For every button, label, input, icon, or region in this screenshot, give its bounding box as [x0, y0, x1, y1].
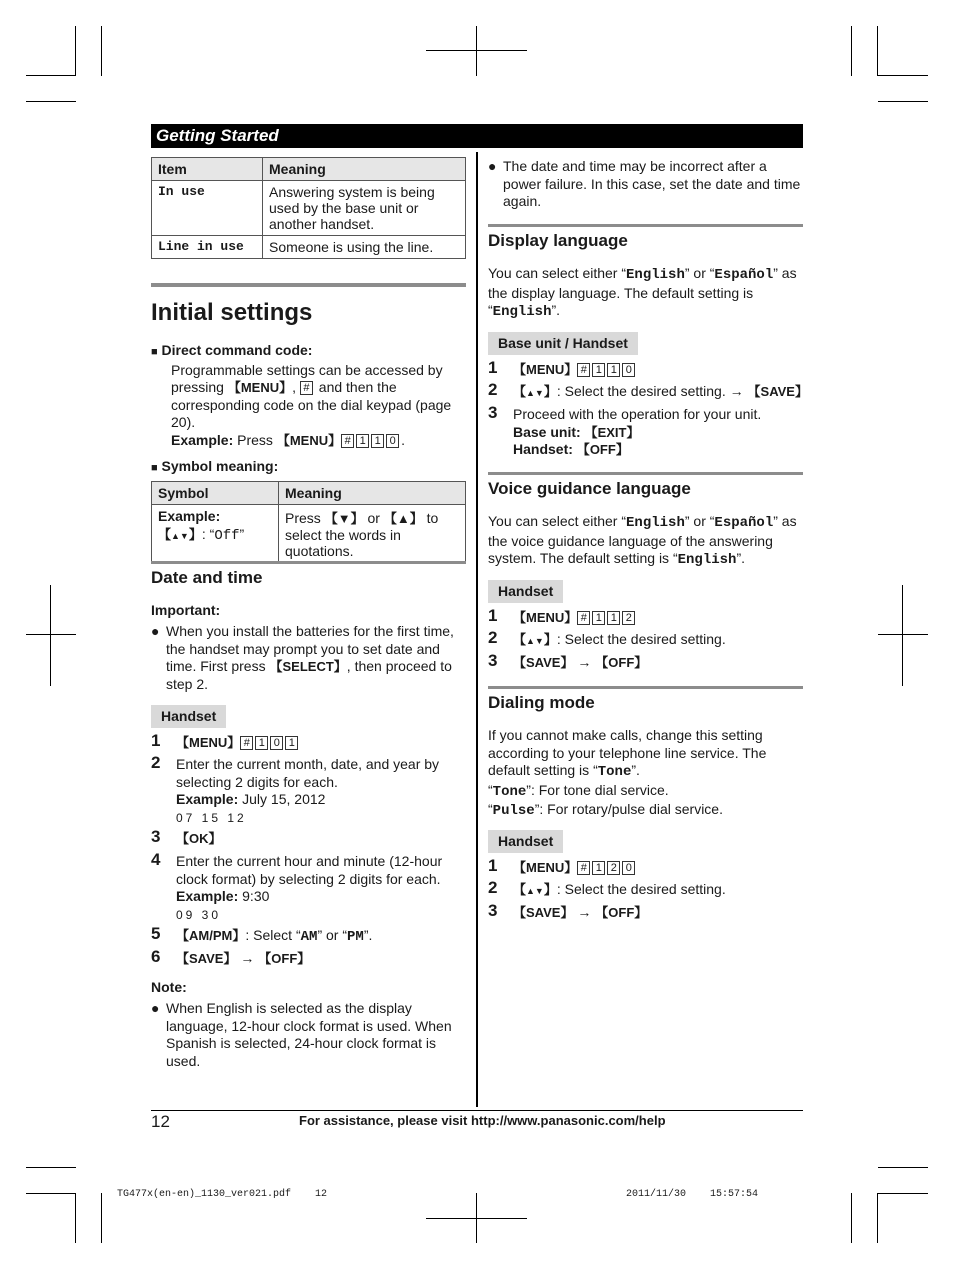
crop-mark — [878, 1193, 928, 1194]
list-item: ● The date and time may be incorrect after a power failure. In this case, set the date and time again. — [488, 158, 801, 209]
step-2: 2 【▲▼】: Select the desired setting. → 【SAVE】 — [488, 380, 808, 399]
footer-rule — [151, 1110, 803, 1111]
step-3: 3 Proceed with the operation for your unit. Base unit: 【EXIT】 Handset: 【OFF】 — [488, 403, 762, 457]
step-2: 2 【▲▼】: Select the desired setting. — [488, 878, 726, 897]
column-divider — [476, 152, 478, 1107]
handset-tag: Handset — [151, 705, 226, 728]
crop-mark — [878, 101, 928, 102]
symbol-table — [151, 481, 466, 563]
display-language-heading: Display language — [488, 231, 628, 250]
step-5: 5 【AM/PM】: Select “AM” or “PM”. — [151, 924, 373, 945]
crop-mark — [426, 1218, 527, 1219]
crop-mark — [50, 585, 51, 686]
list-item: ● When you install the batteries for the first time, the handset may prompt you to set date and time. First press 【SELECT】, then proceed to step 2. — [151, 623, 454, 692]
status-table — [151, 157, 466, 259]
step-1: 1 【MENU】 # 1 1 0 — [488, 361, 637, 379]
date-time-heading: Date and time — [151, 568, 263, 587]
direct-command: ■ Direct command code: Programmable settings can be accessed by pressing 【MENU】, # and then the corresponding code on the dial keypad (page 20). Example: Press 【MENU】 # 1 1 0 . — [151, 342, 452, 448]
crop-mark — [75, 1193, 76, 1243]
page-title: Initial settings — [151, 299, 313, 326]
crop-mark — [851, 1193, 852, 1243]
base-handset-tag: Base unit / Handset — [488, 332, 638, 355]
crop-mark — [878, 75, 928, 76]
section-rule — [488, 472, 803, 475]
table-cell: In use — [152, 181, 263, 236]
crop-mark — [101, 1193, 102, 1243]
page-number: 12 — [151, 1112, 170, 1131]
crop-mark — [902, 585, 903, 686]
step-1: 1 【MENU】 # 1 0 1 — [151, 734, 300, 752]
crop-mark — [26, 634, 76, 635]
dialing-mode-text: If you cannot make calls, change this setting according to your telephone line service. The default setting is “Tone”. “Tone”: For tone dial service. “Pulse”: For rotary/pulse dial service. — [488, 727, 767, 819]
symbol-meaning-label: ■ Symbol meaning: — [151, 458, 279, 474]
step-6: 6 【SAVE】 → 【OFF】 — [151, 947, 311, 966]
step-3: 3 【SAVE】 → 【OFF】 — [488, 651, 648, 670]
crop-mark — [101, 26, 102, 76]
note-label: Note: — [151, 979, 187, 995]
table-cell: Press 【▼】 or 【▲】 to select the words in quotations. — [279, 505, 466, 563]
list-item: ● When English is selected as the display language, 12-hour clock format is used. When Spanish is selected, 24-hour clock format is used. — [151, 1000, 452, 1069]
step-1: 1 【MENU】 # 1 2 0 — [488, 859, 637, 877]
crop-mark — [877, 26, 878, 76]
crop-mark — [878, 1167, 928, 1168]
important-label: Important: — [151, 602, 221, 618]
voice-guidance-text: You can select either “English” or “Español” as the voice guidance language of the answering system. The default setting is “English”. — [488, 513, 797, 568]
table-header: Item — [152, 158, 263, 181]
table-row — [152, 236, 466, 259]
table-cell: Example: 【▲▼】: “Off” — [152, 505, 279, 563]
step-2: 2 Enter the current month, date, and year by selecting 2 digits for each. Example: July 15, 2012 07 15 12 — [151, 753, 440, 825]
crop-mark — [26, 1193, 76, 1194]
help-link[interactable]: For assistance, please visit http://www.panasonic.com/help — [299, 1113, 666, 1128]
table-cell: Line in use — [152, 236, 263, 259]
table-row — [152, 505, 466, 563]
step-2: 2 【▲▼】: Select the desired setting. — [488, 628, 726, 647]
display-language-text: You can select either “English” or “Español” as the display language. The default setting is “English”. — [488, 265, 797, 320]
table-row — [152, 181, 466, 236]
section-header: Getting Started — [151, 124, 803, 148]
table-cell: Answering system is being used by the base unit or another handset. — [263, 181, 466, 236]
crop-mark — [476, 26, 477, 76]
step-4: 4 Enter the current hour and minute (12-hour clock format) by selecting 2 digits for each. Example: 9:30 09 30 — [151, 850, 443, 922]
table-header: Symbol — [152, 482, 279, 505]
table-cell: Someone is using the line. — [263, 236, 466, 259]
handset-tag: Handset — [488, 830, 563, 853]
crop-mark — [878, 634, 928, 635]
section-rule — [151, 561, 466, 564]
section-rule — [488, 224, 803, 227]
crop-mark — [26, 101, 76, 102]
crop-mark — [426, 50, 527, 51]
step-3: 3 【OK】 — [151, 827, 222, 846]
timestamp: 2011/11/30 15:57:54 — [626, 1189, 759, 1200]
step-3: 3 【SAVE】 → 【OFF】 — [488, 901, 648, 920]
crop-mark — [877, 1193, 878, 1243]
section-rule — [488, 686, 803, 689]
crop-mark — [26, 1167, 76, 1168]
handset-tag: Handset — [488, 580, 563, 603]
crop-mark — [851, 26, 852, 76]
table-header: Meaning — [263, 158, 466, 181]
dialing-mode-heading: Dialing mode — [488, 693, 595, 712]
crop-mark — [26, 75, 76, 76]
table-header: Meaning — [279, 482, 466, 505]
step-1: 1 【MENU】 # 1 1 2 — [488, 609, 637, 627]
section-rule — [151, 283, 466, 287]
crop-mark — [75, 26, 76, 76]
file-info: TG477x(en-en)_1130_ver021.pdf 12 — [117, 1189, 328, 1200]
voice-guidance-heading: Voice guidance language — [488, 479, 691, 498]
